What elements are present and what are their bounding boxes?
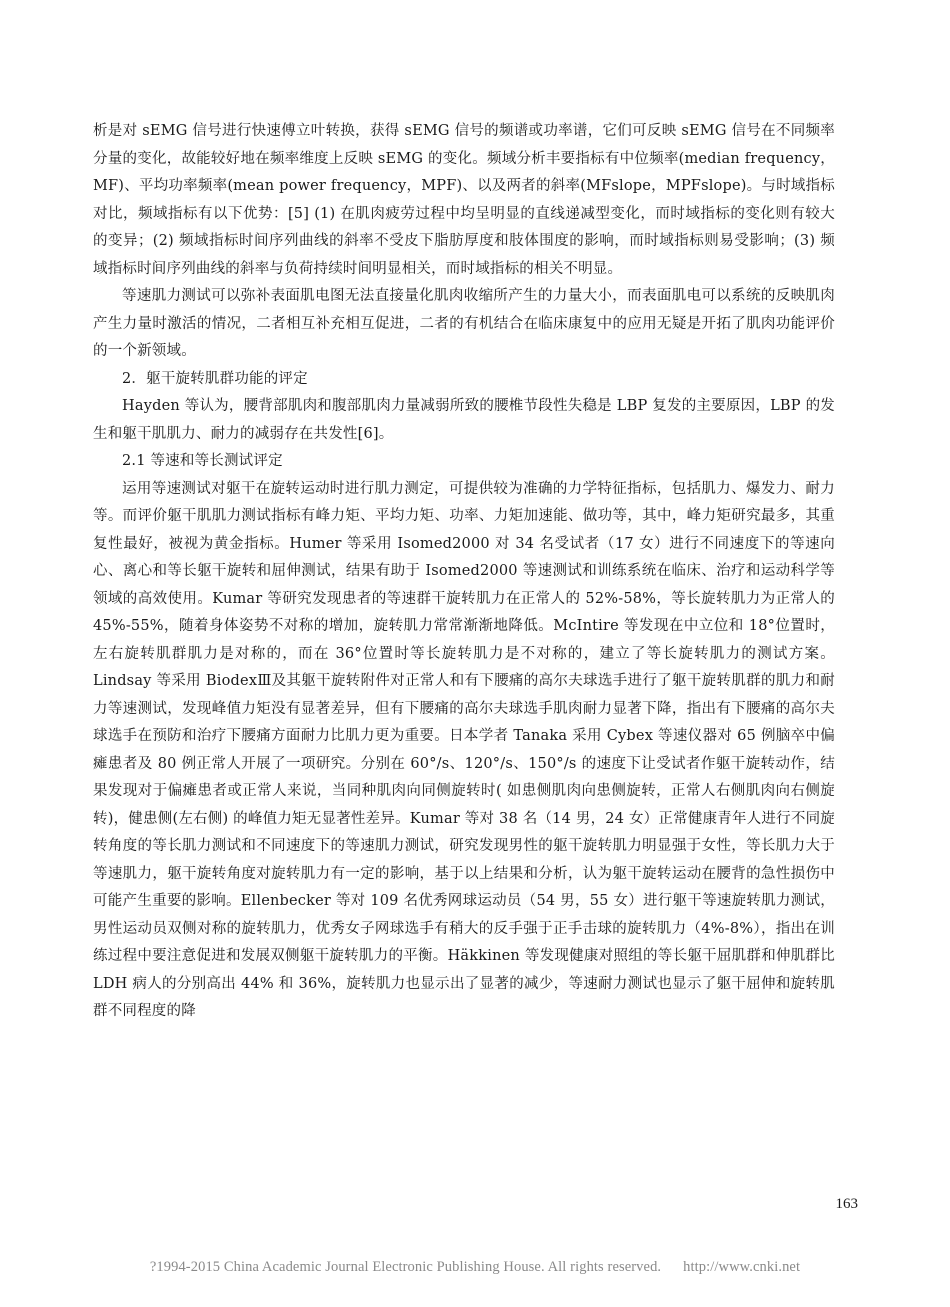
paragraph-hayden: Hayden 等认为，腰背部肌肉和腹部肌肉力量减弱所致的腰椎节段性失稳是 LBP 复发的主要原因，LBP 的发生和躯干肌肌力、耐力的减弱存在共发性[6]。 bbox=[93, 398, 835, 442]
paragraph-isokinetic-semg: 等速肌力测试可以弥补表面肌电图无法直接量化肌肉收缩所产生的力量大小，而表面肌电可以系统的反映肌肉产生力量时激活的情况，二者相互补充相互促进，二者的有机结合在临床康复中的应用无疑是开拓了肌肉功能评价的一个新领域。 bbox=[93, 288, 835, 359]
page-number: 163 bbox=[835, 1196, 858, 1212]
footer-url: http://www.cnki.net bbox=[683, 1259, 801, 1275]
footer-copyright: ?1994-2015 China Academic Journal Electronic Publishing House. All rights reserved. bbox=[149, 1259, 662, 1275]
paragraph-frequency-analysis: 析是对 sEMG 信号进行快速傅立叶转换，获得 sEMG 信号的频谱或功率谱，它们可反映 sEMG 信号在不同频率分量的变化，故能较好地在频率维度上反映 sEMG 的变化。频域分析丰要指标有中位频率(median frequency，MF)、平均功率频率(mean power frequency，MPF)、以及两者的斜率(MFslope，MPFslope)。与时域指标对比，频域指标有以下优势：[5] (1) 在肌肉疲劳过程中均呈明显的直线递减型变化，而时域指标的变化则有较大的变异；(2) 频域指标时间序列曲线的斜率不受皮下脂肪厚度和肢体围度的影响，而时域指标则易受影响；(3) 频域指标时间序列曲线的斜率与负荷持续时间明显相关，而时域指标的相关不明显。 bbox=[93, 123, 835, 277]
section-heading-2: 2．躯干旋转肌群功能的评定 bbox=[122, 370, 308, 387]
section-heading-2-1: 2.1 等速和等长测试评定 bbox=[122, 453, 283, 469]
paragraph-isokinetic-tests: 运用等速测试对躯干在旋转运动时进行肌力测定，可提供较为准确的力学特征指标，包括肌力、爆发力、耐力等。而评价躯干肌肌力测试指标有峰力矩、平均力矩、功率、力矩加速能、做功等，其中，峰力矩研究最多，其重复性最好，被视为黄金指标。Humer 等采用 Isomed2000 对 34 名受试者（17 女）进行不同速度下的等速向心、离心和等长躯干旋转和屈伸测试，结果有助于 Isomed2000 等速测试和训练系统在临床、治疗和运动科学等领域的高效使用。Kumar 等研究发现患者的等速群干旋转肌力在正常人的 52%-58%，等长旋转肌力为正常人的 45%-55%，随着身体姿势不对称的增加，旋转肌力常常渐渐地降低。McIntire 等发现在中立位和 18°位置时，左右旋转肌群肌力是对称的，而在 36°位置时等长旋转肌力是不对称的，建立了等长旋转肌力的测试方案。Lindsay 等采用 BiodexⅢ及其躯干旋转附件对正常人和有下腰痛的高尔夫球选手进行了躯干旋转肌群的肌力和耐力等速测试，发现峰值力矩没有显著差异，但有下腰痛的高尔夫球选手肌肉耐力显著下降，指出有下腰痛的高尔夫球选手在预防和治疗下腰痛方面耐力比肌力更为重要。日本学者 Tanaka 采用 Cybex 等速仪器对 65 例脑卒中偏瘫患者及 80 例正常人开展了一项研究。分别在 60°/s、120°/s、150°/s 的速度下让受试者作躯干旋转动作，结果发现对于偏瘫患者或正常人来说，当同种肌肉向同侧旋转时( 如患侧肌肉向患侧旋转，正常人右侧肌肉向右侧旋转)，健患侧(左右侧) 的峰值力矩无显著性差异。Kumar 等对 38 名（14 男，24 女）正常健康青年人进行不同旋转角度的等长肌力测试和不同速度下的等速肌力测试，研究发现男性的躯干旋转肌力明显强于女性，等长肌力大于等速肌力，躯干旋转角度对旋转肌力有一定的影响，基于以上结果和分析，认为躯干旋转运动在腰背的急性损伤中可能产生重要的影响。Ellenbecker 等对 109 名优秀网球运动员（54 男，55 女）进行躯干等速旋转肌力测试，男性运动员双侧对称的旋转肌力，优秀女子网球选手有稍大的反手强于正手击球的旋转肌力（4%-8%），指出在训练过程中要注意促进和发展双侧躯干旋转肌力的平衡。Häkkinen 等发现健康对照组的等长躯干屈肌群和伸肌群比 LDH 病人的分别高出 44% 和 36%，旋转肌力也显示出了显著的减少，等速耐力测试也显示了躯干屈伸和旋转肌群不同程度的降 bbox=[93, 480, 835, 1019]
body-text bbox=[93, 118, 835, 1026]
footer bbox=[0, 1259, 950, 1276]
